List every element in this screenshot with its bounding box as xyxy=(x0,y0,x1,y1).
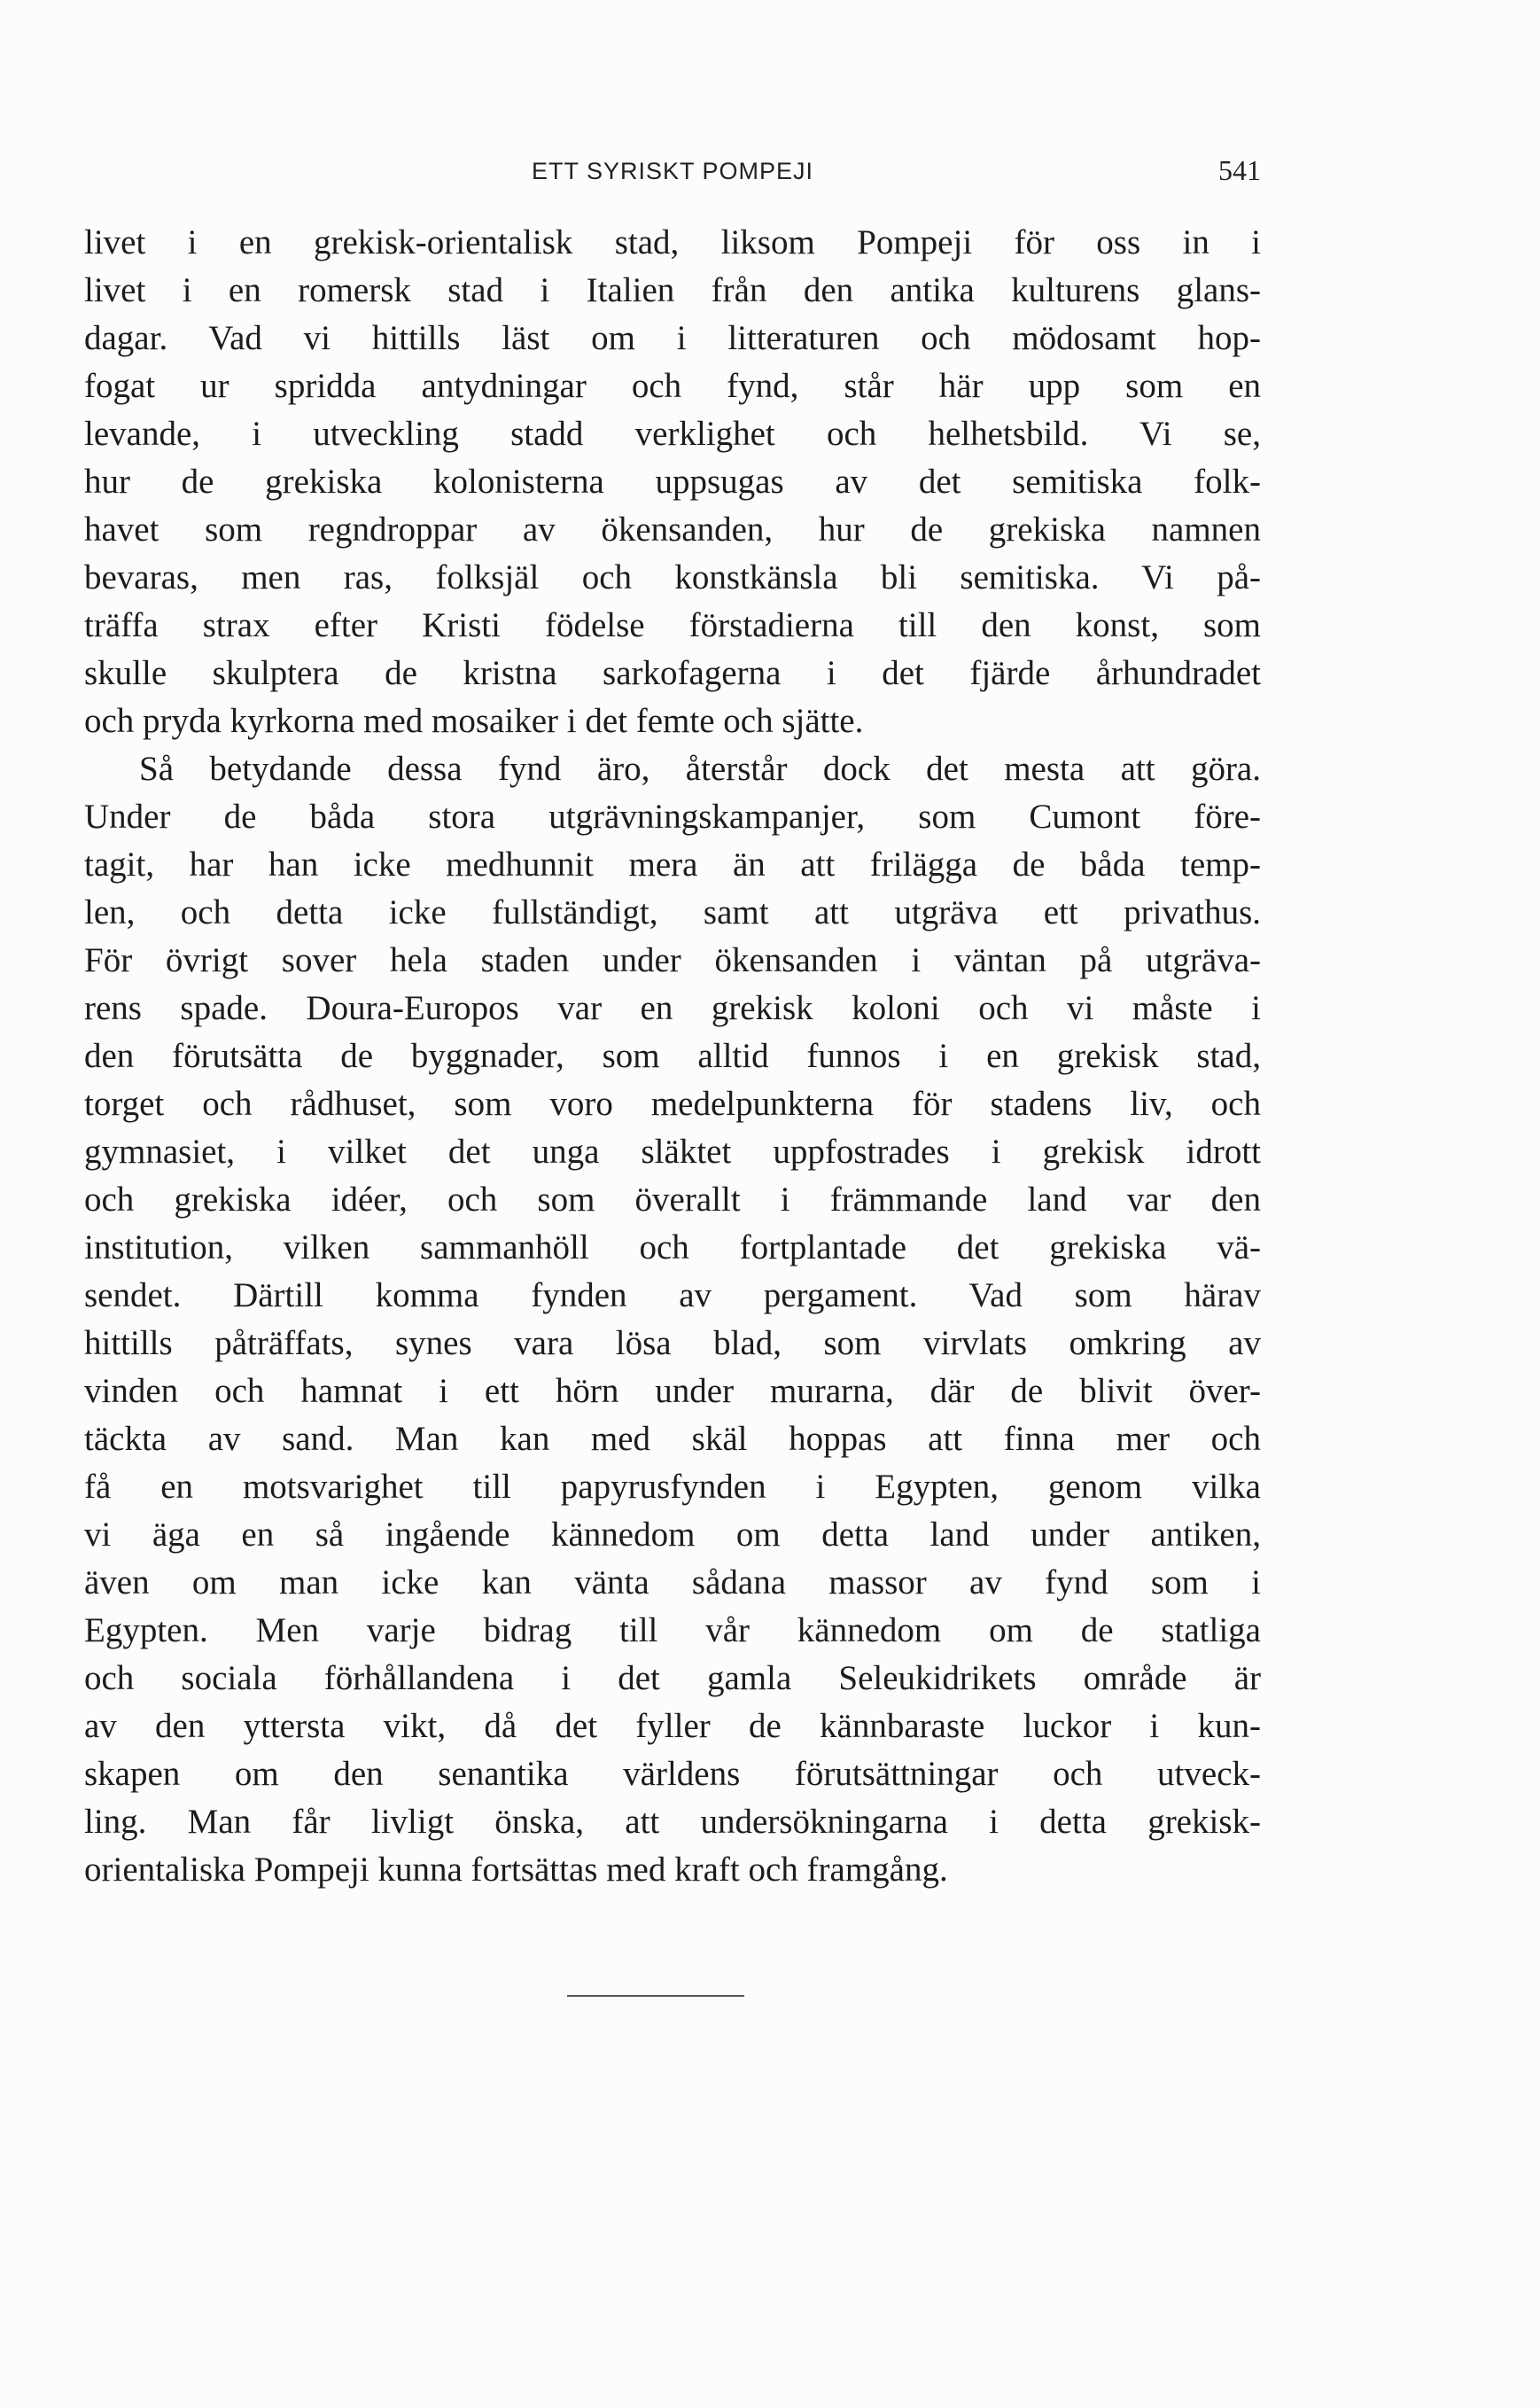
text-line: Under de båda stora utgrävningskampanjer, som Cumont före- xyxy=(84,798,1261,836)
text-line: vi äga en så ingående kännedom om detta land under antiken, xyxy=(84,1516,1261,1554)
page-number: 541 xyxy=(1218,154,1261,186)
text-line: torget och rådhuset, som voro medelpunkterna för stadens liv, och xyxy=(84,1085,1261,1123)
text-line: len, och detta icke fullständigt, samt att utgräva ett privathus. xyxy=(84,893,1261,931)
text-line: täckta av sand. Man kan med skäl hoppas att finna mer och xyxy=(84,1420,1261,1458)
text-line: gymnasiet, i vilket det unga släktet uppfostrades i grekisk idrott xyxy=(84,1133,1261,1171)
text-line: Egypten. Men varje bidrag till vår kännedom om de statliga xyxy=(84,1611,1261,1649)
text-line: den förutsätta de byggnader, som alltid funnos i en grekisk stad, xyxy=(84,1037,1261,1075)
text-line: sendet. Därtill komma fynden av pergament. Vad som härav xyxy=(84,1276,1261,1314)
text-line: hur de grekiska kolonisterna uppsugas av det semitiska folk- xyxy=(84,463,1261,501)
text-line: orientaliska Pompeji kunna fortsättas med kraft och framgång. xyxy=(84,1851,948,1889)
running-title: ETT SYRISKT POMPEJI xyxy=(531,158,814,184)
text-line: fogat ur spridda antydningar och fynd, står här upp som en xyxy=(84,367,1261,405)
text-line: träffa strax efter Kristi födelse förstadierna till den konst, som xyxy=(84,606,1261,644)
text-line: hittills påträffats, synes vara lösa blad, som virvlats omkring av xyxy=(84,1324,1261,1362)
end-rule xyxy=(567,1995,744,1997)
text-line: institution, vilken sammanhöll och fortplantade det grekiska vä- xyxy=(84,1228,1261,1266)
text-line: av den yttersta vikt, då det fyller de kännbaraste luckor i kun- xyxy=(84,1707,1261,1745)
text-line: bevaras, men ras, folksjäl och konstkänsla bli semitiska. Vi på- xyxy=(84,558,1261,596)
text-line: levande, i utveckling stadd verklighet och helhetsbild. Vi se, xyxy=(84,415,1261,453)
text-line: och sociala förhållandena i det gamla Seleukidrikets område är xyxy=(84,1659,1261,1697)
text-line: livet i en grekisk-orientalisk stad, liksom Pompeji för oss in i xyxy=(84,223,1261,261)
paragraph-1 xyxy=(84,219,1261,745)
text-line: havet som regndroppar av ökensanden, hur de grekiska namnen xyxy=(84,510,1261,549)
text-line: skapen om den senantika världens förutsättningar och utveck- xyxy=(84,1755,1261,1793)
text-line: vinden och hamnat i ett hörn under murarna, där de blivit över- xyxy=(84,1372,1261,1410)
text-line: dagar. Vad vi hittills läst om i litteraturen och mödosamt hop- xyxy=(84,319,1261,357)
text-line: ling. Man får livligt önska, att undersökningarna i detta grekisk- xyxy=(84,1803,1261,1841)
text-line: även om man icke kan vänta sådana massor av fynd som i xyxy=(84,1563,1261,1601)
paragraph-2 xyxy=(84,745,1261,1894)
text-line: få en motsvarighet till papyrusfynden i Egypten, genom vilka xyxy=(84,1468,1261,1506)
running-header xyxy=(84,154,1261,197)
text-line: och pryda kyrkorna med mosaiker i det femte och sjätte. xyxy=(84,702,864,740)
text-line: tagit, har han icke medhunnit mera än att frilägga de båda temp- xyxy=(84,846,1261,884)
text-line: Så betydande dessa fynd äro, återstår dock det mesta att göra. xyxy=(139,750,1261,788)
text-line: rens spade. Doura-Europos var en grekisk koloni och vi måste i xyxy=(84,989,1261,1027)
text-line: skulle skulptera de kristna sarkofagerna i det fjärde århundradet xyxy=(84,654,1261,692)
text-line: livet i en romersk stad i Italien från den antika kulturens glans- xyxy=(84,271,1261,309)
text-line: och grekiska idéer, och som överallt i främmande land var den xyxy=(84,1181,1261,1219)
body-text xyxy=(84,219,1261,1894)
text-line: För övrigt sover hela staden under ökensanden i väntan på utgräva- xyxy=(84,941,1261,979)
